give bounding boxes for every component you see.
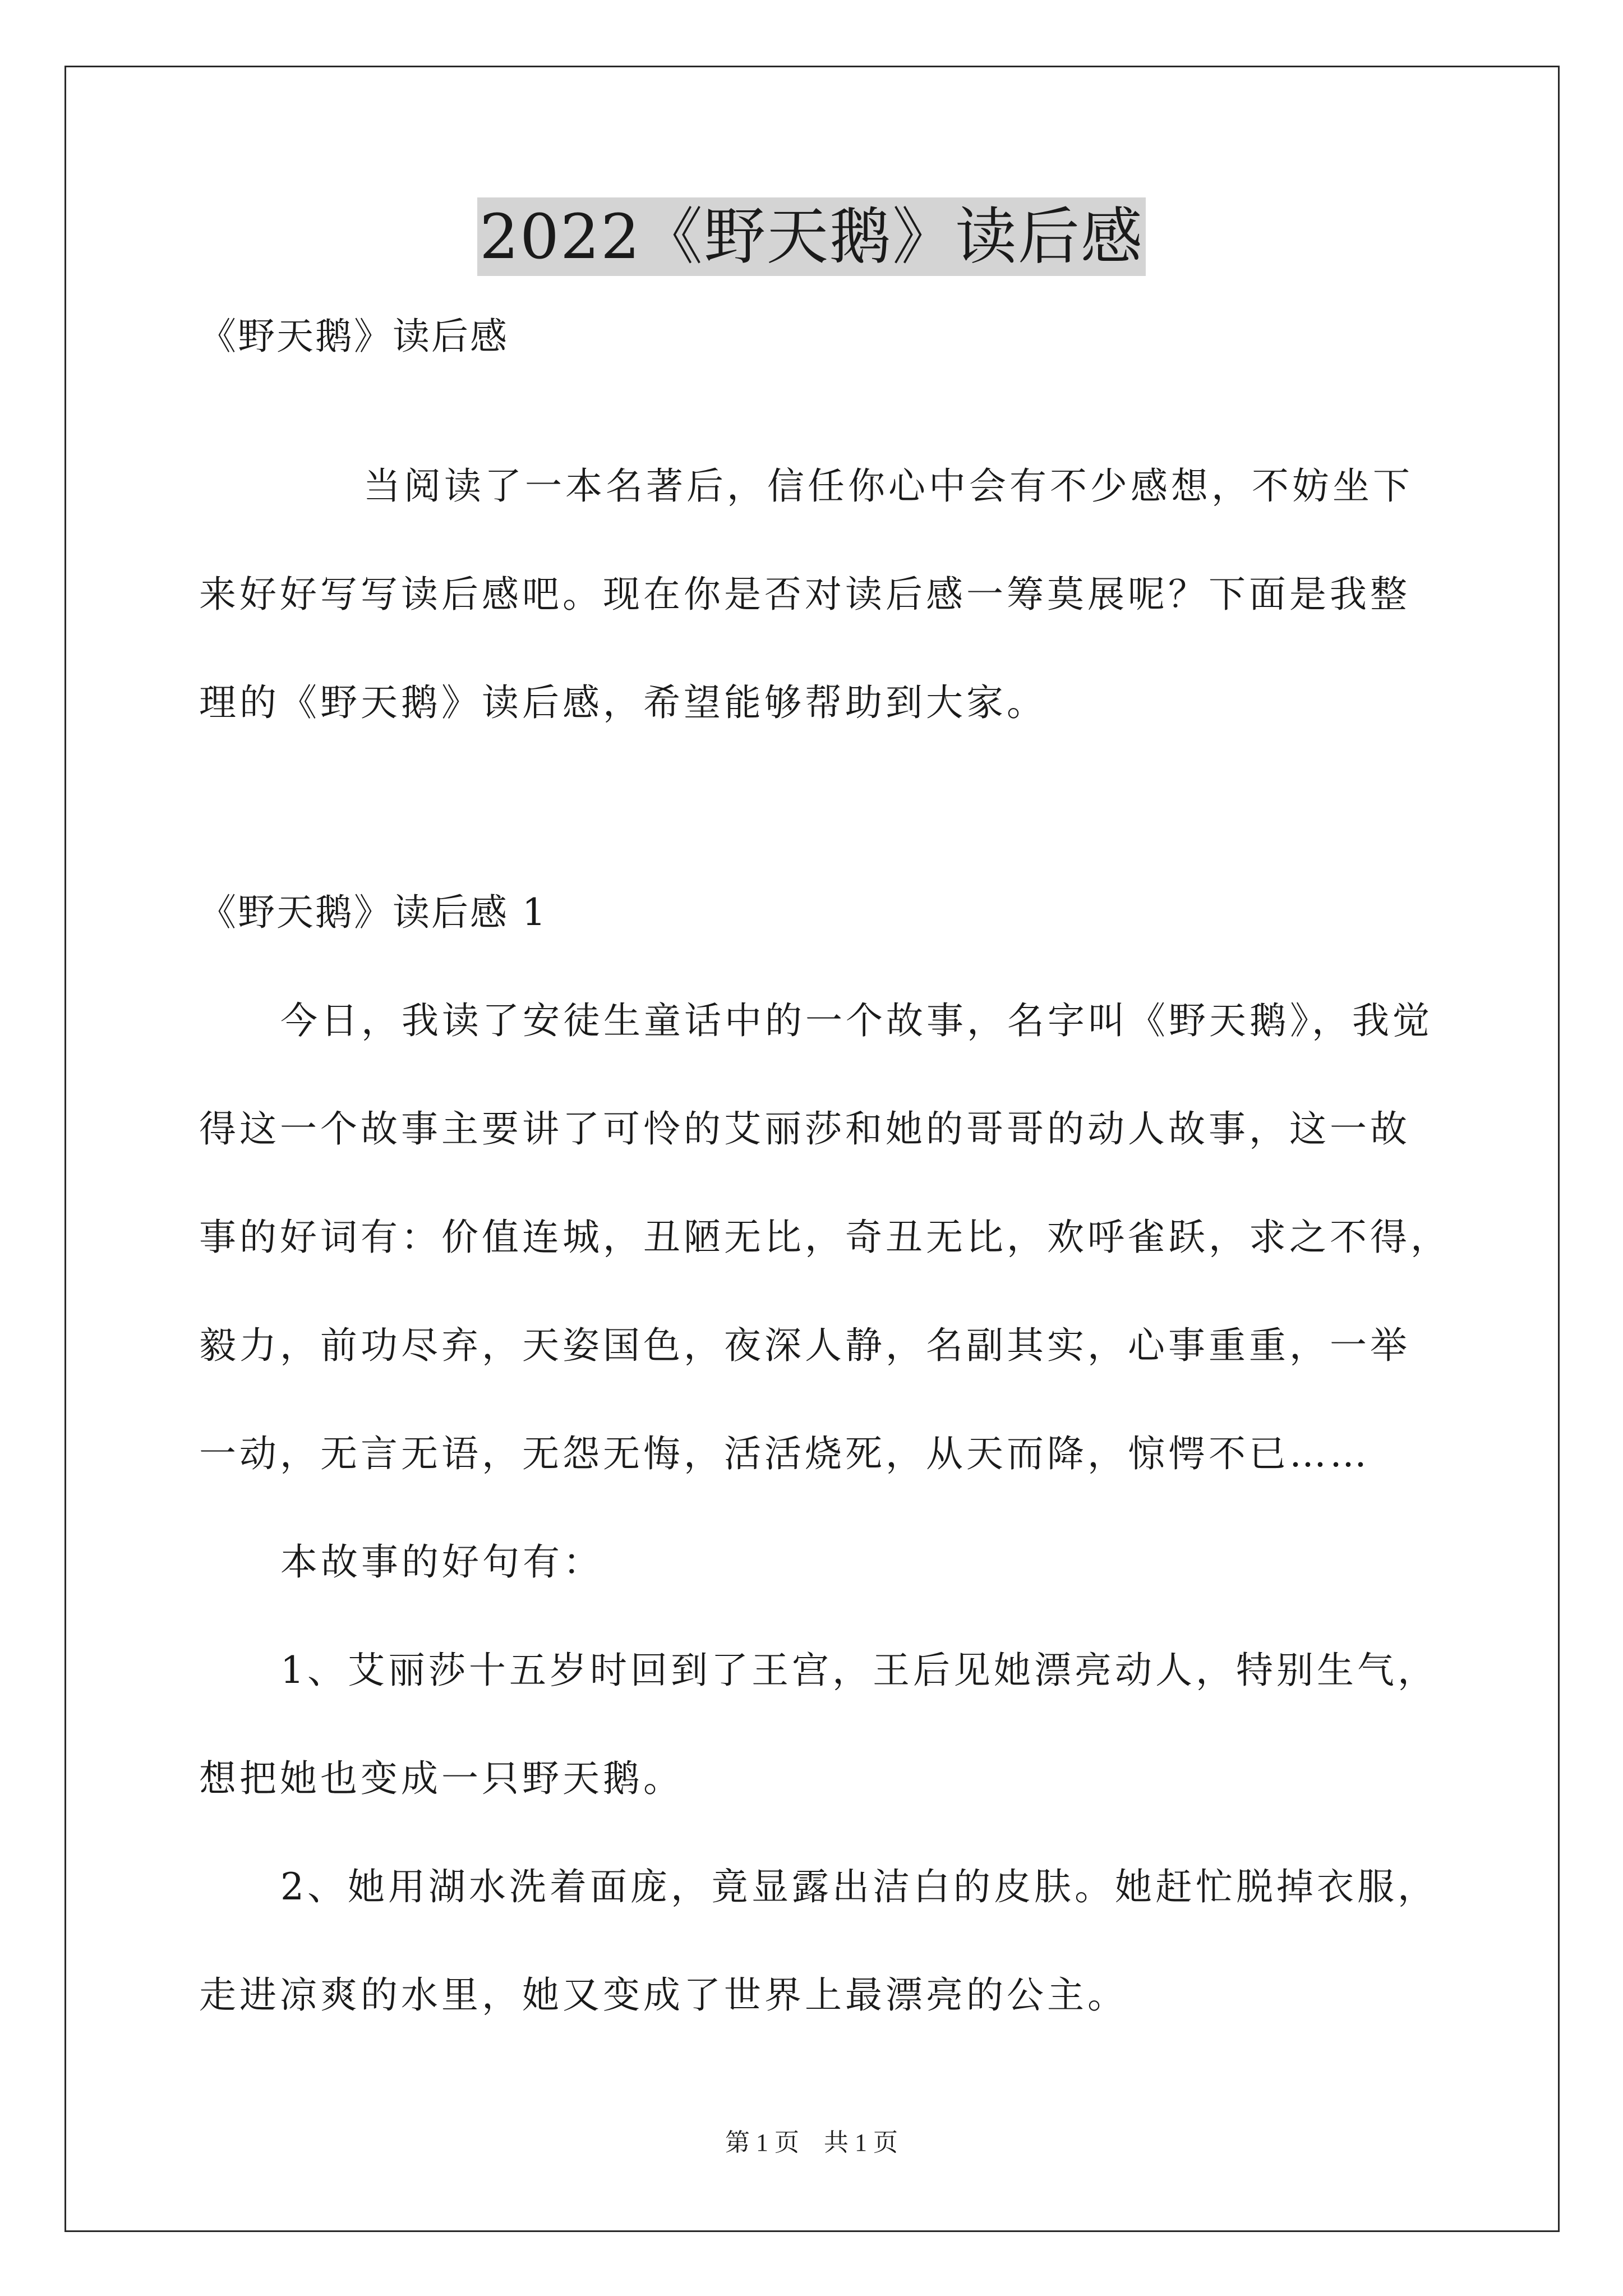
title-container — [0, 197, 1623, 276]
essay1-heading: 《野天鹅》读后感 1 — [199, 891, 547, 934]
essay1-line-2: 得这一个故事主要讲了可怜的艾丽莎和她的哥哥的动人故事，这一故 — [199, 1107, 1410, 1151]
intro-heading: 《野天鹅》读后感 — [199, 315, 509, 358]
intro-line-2: 来好好写写读后感吧。现在你是否对读后感一筹莫展呢？下面是我整 — [199, 573, 1410, 616]
essay1-line-6: 本故事的好句有： — [280, 1540, 603, 1584]
essay1-line-7: 1、艾丽莎十五岁时回到了王宫，王后见她漂亮动人，特别生气， — [280, 1649, 1438, 1692]
essay1-line-9: 2、她用湖水洗着面庞，竟显露出洁白的皮肤。她赶忙脱掉衣服， — [280, 1865, 1438, 1908]
essay1-line-3: 事的好词有：价值连城，丑陋无比，奇丑无比，欢呼雀跃，求之不得， — [199, 1216, 1451, 1259]
intro-line-1: 当阅读了一本名著后，信任你心中会有不少感想，不妨坐下 — [363, 464, 1413, 508]
essay1-line-10: 走进凉爽的水里，她又变成了世界上最漂亮的公主。 — [199, 1973, 1128, 2017]
essay1-line-5: 一动，无言无语，无怨无悔，活活烧死，从天而降，惊愕不已…… — [199, 1432, 1370, 1475]
intro-line-3: 理的《野天鹅》读后感，希望能够帮助到大家。 — [199, 681, 1047, 724]
page-footer: 第 1 页 共 1 页 — [725, 2129, 898, 2156]
essay1-line-8: 想把她也变成一只野天鹅。 — [199, 1757, 684, 1800]
essay1-line-1: 今日，我读了安徒生童话中的一个故事，名字叫《野天鹅》，我觉 — [280, 999, 1433, 1042]
document-title: 2022《野天鹅》读后感 — [477, 197, 1146, 276]
essay1-line-4: 毅力，前功尽弃，天姿国色，夜深人静，名副其实，心事重重，一举 — [199, 1324, 1410, 1367]
